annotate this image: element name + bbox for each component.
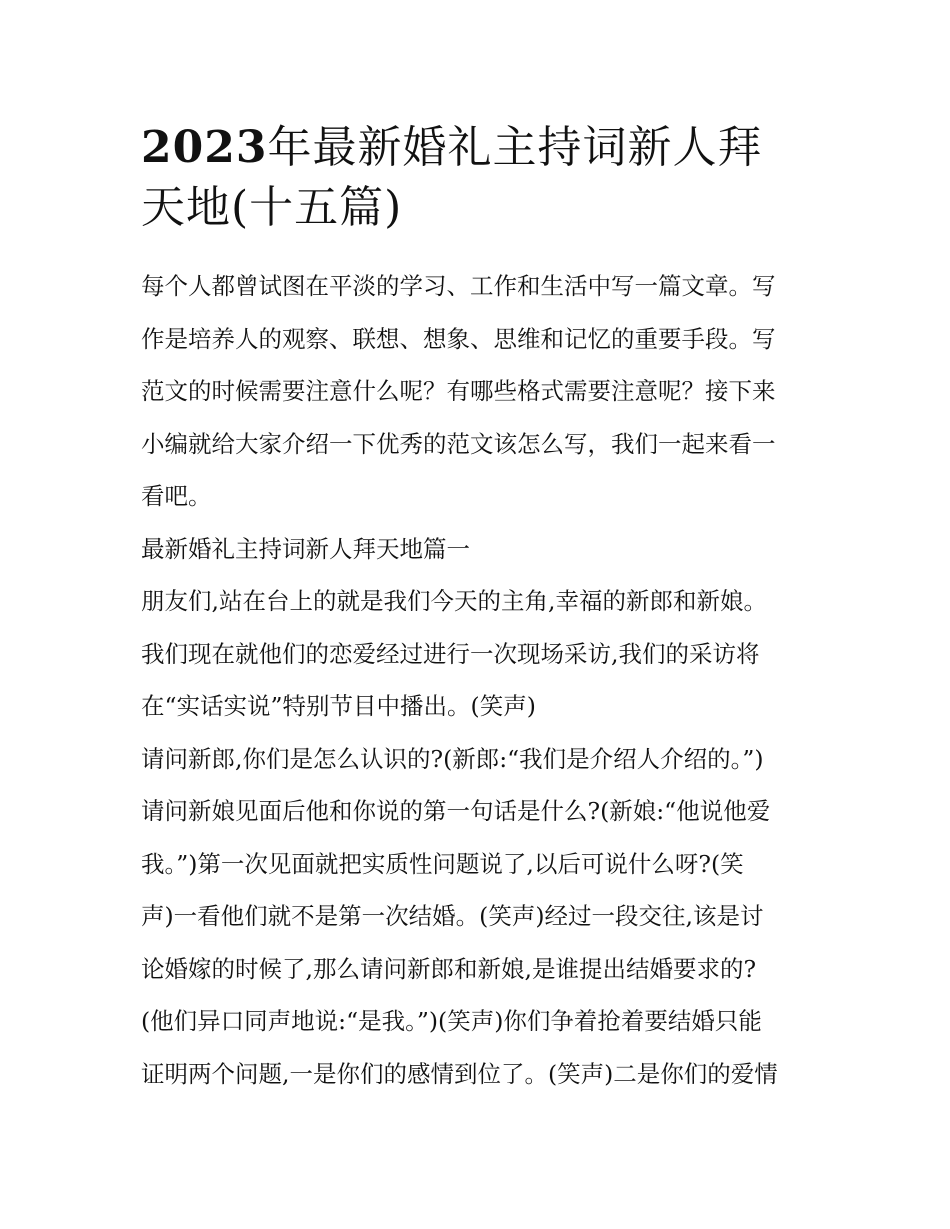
body-line: 朋友们,站在台上的就是我们今天的主角,幸福的新郎和新娘。 bbox=[141, 587, 767, 615]
title-year: 2023 bbox=[141, 122, 268, 173]
body-line: 在“实话实说”特别节目中播出。(笑声) bbox=[141, 692, 536, 720]
section-heading: 最新婚礼主持词新人拜天地篇一 bbox=[141, 534, 470, 563]
body-line: 证明两个问题,一是你们的感情到位了。(笑声)二是你们的爱情 bbox=[141, 1059, 778, 1088]
body-line: 范文的时候需要注意什么呢？有哪些格式需要注意呢？接下来 bbox=[141, 377, 776, 405]
body-line: 看吧。 bbox=[141, 482, 212, 510]
title-line-2: 天地(十五篇) bbox=[141, 182, 403, 233]
body-line: (他们异口同声地说:“是我。”)(笑声)你们争着抢着要结婚只能 bbox=[141, 1007, 762, 1035]
body-line: 我。”)第一次见面就把实质性问题说了,以后可说什么呀?(笑 bbox=[141, 849, 744, 878]
document-body bbox=[141, 260, 813, 1100]
body-line: 作是培养人的观察、联想、想象、思维和记忆的重要手段。写 bbox=[141, 324, 776, 353]
title-line-1-text: 年最新婚礼主持词新人拜 bbox=[267, 122, 763, 173]
document-title bbox=[141, 118, 813, 238]
body-line: 小编就给大家介绍一下优秀的范文该怎么写，我们一起来看一 bbox=[141, 429, 776, 458]
body-line: 请问新郎,你们是怎么认识的?(新郎:“我们是介绍人介绍的。”) bbox=[141, 744, 764, 773]
body-line: 每个人都曾试图在平淡的学习、工作和生活中写一篇文章。写 bbox=[141, 272, 776, 300]
body-line: 论婚嫁的时候了,那么请问新郎和新娘,是谁提出结婚要求的? bbox=[141, 954, 757, 983]
document-page bbox=[141, 118, 813, 1100]
body-line: 声)一看他们就不是第一次结婚。(笑声)经过一段交往,该是讨 bbox=[141, 902, 764, 930]
title-line-1 bbox=[141, 118, 813, 178]
body-line: 我们现在就他们的恋爱经过进行一次现场采访,我们的采访将 bbox=[141, 639, 760, 668]
body-line: 请问新娘见面后他和你说的第一句话是什么?(新娘:“他说他爱 bbox=[141, 797, 771, 825]
